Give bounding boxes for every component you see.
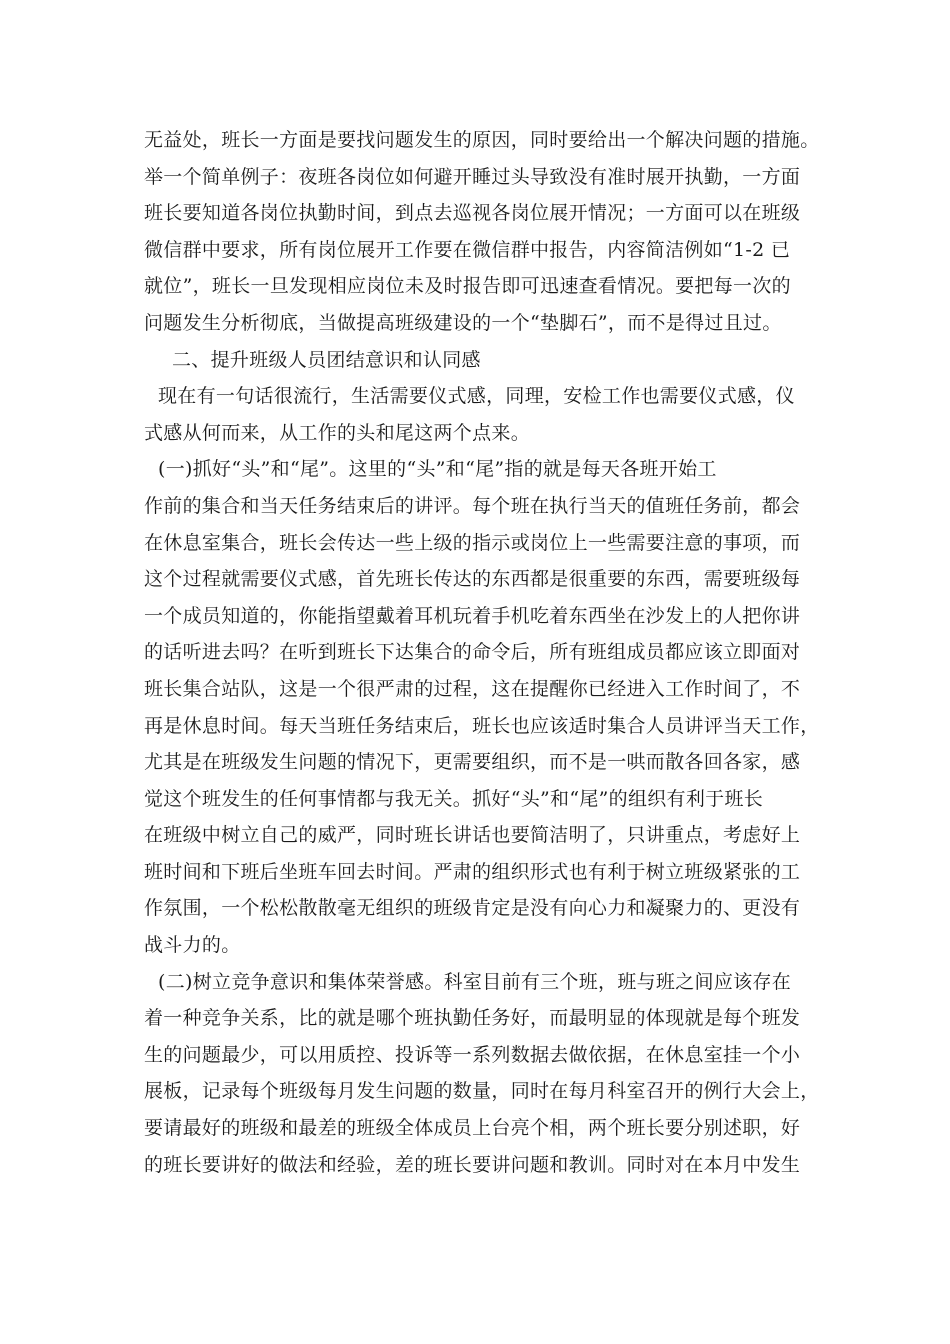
- text-line: 问题发生分析彻底，当做提高班级建设的一个“垫脚石”，而不是得过且过。: [144, 311, 782, 334]
- text-line: 生的问题最少，可以用质控、投诉等一系列数据去做依据，在休息室挂一个小: [144, 1043, 801, 1066]
- text-line: 班时间和下班后坐班车回去时间。严肃的组织形式也有利于树立班级紧张的工: [144, 860, 801, 883]
- text-line: 就位”，班长一旦发现相应岗位未及时报告即可迅速查看情况。要把每一次的: [144, 275, 791, 298]
- text-line: 要请最好的班级和最差的班级全体成员上台亮个相，两个班长要分别述职，好: [144, 1117, 801, 1140]
- text-line: 作氛围，一个松松散散毫无组织的班级肯定是没有向心力和凝聚力的、更没有: [144, 897, 801, 920]
- body-text: [144, 122, 824, 1183]
- text-line: (二)树立竞争意识和集体荣誉感。科室目前有三个班，班与班之间应该存在: [158, 970, 792, 993]
- text-line: 战斗力的。: [144, 934, 241, 957]
- text-line: 尤其是在班级发生问题的情况下，更需要组织，而不是一哄而散各回各家，感: [144, 751, 801, 774]
- text-line: 展板，记录每个班级每月发生问题的数量，同时在每月科室召开的例行大会上，: [144, 1080, 820, 1103]
- text-line: 班长要知道各岗位执勤时间，到点去巡视各岗位展开情况；一方面可以在班级: [144, 202, 801, 225]
- text-line: 再是休息时间。每天当班任务结束后，班长也应该适时集合人员讲评当天工作，: [144, 714, 820, 737]
- text-line: 式感从何而来，从工作的头和尾这两个点来。: [144, 421, 531, 444]
- text-line: 的话听进去吗？在听到班长下达集合的命令后，所有班组成员都应该立即面对: [144, 641, 801, 664]
- text-line: 现在有一句话很流行，生活需要仪式感，同理，安检工作也需要仪式感，仪: [158, 385, 795, 408]
- text-line: 无益处，班长一方面是要找问题发生的原因，同时要给出一个解决问题的措施。: [144, 129, 820, 151]
- section-heading: 二、提升班级人员团结意识和认同感: [172, 348, 481, 371]
- text-line: 微信群中要求，所有岗位展开工作要在微信群中报告，内容简洁例如“1-2 已: [144, 238, 791, 261]
- text-line: (一)抓好“头”和“尾”。这里的“头”和“尾”指的就是每天各班开始工: [158, 458, 717, 481]
- text-line: 觉这个班发生的任何事情都与我无关。抓好“头”和“尾”的组织有利于班长: [144, 787, 764, 810]
- text-line: 的班长要讲好的做法和经验，差的班长要讲问题和教训。同时对在本月中发生: [144, 1153, 801, 1176]
- text-line: 班长集合站队，这是一个很严肃的过程，这在提醒你已经进入工作时间了，不: [144, 677, 801, 700]
- text-line: 一个成员知道的，你能指望戴着耳机玩着手机吃着东西坐在沙发上的人把你讲: [144, 604, 801, 627]
- text-line: 在休息室集合，班长会传达一些上级的指示或岗位上一些需要注意的事项，而: [144, 531, 801, 554]
- text-line: 举一个简单例子：夜班各岗位如何避开睡过头导致没有准时展开执勤，一方面: [144, 165, 801, 188]
- text-line: 这个过程就需要仪式感，首先班长传达的东西都是很重要的东西，需要班级每: [144, 568, 801, 591]
- text-line: 在班级中树立自己的威严，同时班长讲话也要简洁明了，只讲重点，考虑好上: [144, 824, 801, 847]
- text-line: 着一种竞争关系，比的就是哪个班执勤任务好，而最明显的体现就是每个班发: [144, 1007, 801, 1030]
- text-line: 作前的集合和当天任务结束后的讲评。每个班在执行当天的值班任务前，都会: [144, 494, 801, 517]
